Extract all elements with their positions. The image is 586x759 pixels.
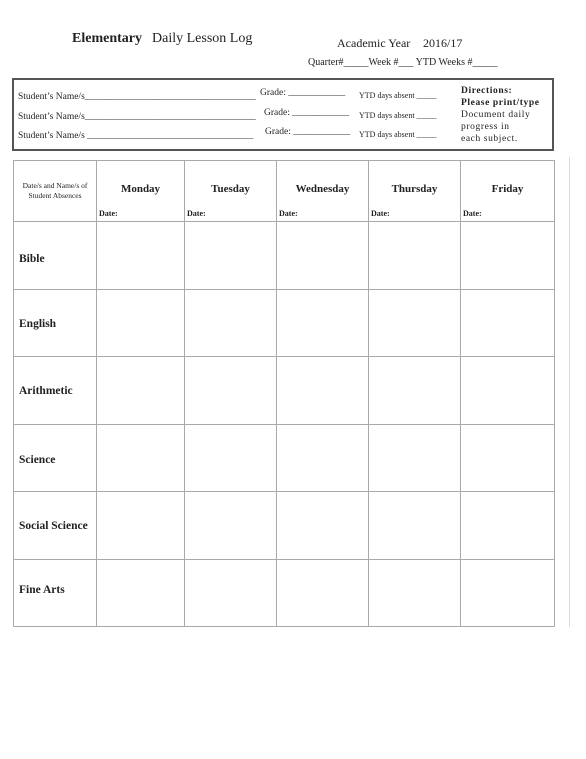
day-header-monday — [97, 161, 185, 222]
entry-cell[interactable] — [277, 357, 369, 425]
corner-cell — [14, 161, 97, 222]
table-row — [14, 290, 555, 357]
entry-cell[interactable] — [461, 222, 555, 290]
subject-cell — [14, 222, 97, 290]
date-label: Date: — [279, 209, 298, 218]
corner-label-line-1: Date/s and Name/s of — [22, 181, 88, 190]
entry-cell[interactable] — [97, 290, 185, 357]
entry-cell[interactable] — [461, 357, 555, 425]
lesson-log-table — [13, 160, 555, 627]
entry-cell[interactable] — [277, 560, 369, 627]
academic-year-value: 2016/17 — [423, 36, 463, 50]
subject-cell — [14, 290, 97, 357]
entry-cell[interactable] — [369, 425, 461, 492]
entry-cell[interactable] — [369, 222, 461, 290]
directions-line-5: each subject. — [461, 134, 518, 144]
header-row — [14, 161, 555, 222]
entry-cell[interactable] — [185, 425, 277, 492]
entry-cell[interactable] — [461, 425, 555, 492]
title-text: Daily Lesson Log — [152, 31, 253, 46]
entry-cell[interactable] — [97, 357, 185, 425]
ytd-absent-line-2: YTD days absent _____ — [359, 111, 437, 120]
subject-label: Science — [19, 454, 56, 466]
entry-cell[interactable] — [461, 492, 555, 560]
date-label: Date: — [99, 209, 118, 218]
directions-block — [461, 85, 540, 145]
entry-cell[interactable] — [369, 492, 461, 560]
entry-cell[interactable] — [369, 357, 461, 425]
day-header-thursday — [369, 161, 461, 222]
entry-cell[interactable] — [185, 357, 277, 425]
table-row — [14, 357, 555, 425]
entry-cell[interactable] — [97, 425, 185, 492]
date-label: Date: — [187, 209, 206, 218]
directions-line-3: Document daily — [461, 110, 531, 120]
grade-line-1: Grade: ____________ — [260, 88, 346, 98]
entry-cell[interactable] — [461, 290, 555, 357]
entry-cell[interactable] — [461, 560, 555, 627]
entry-cell[interactable] — [277, 425, 369, 492]
date-label: Date: — [371, 209, 390, 218]
day-label: Wednesday — [295, 183, 350, 195]
ytd-absent-line-3: YTD days absent _____ — [359, 130, 437, 139]
entry-cell[interactable] — [277, 222, 369, 290]
entry-cell[interactable] — [277, 492, 369, 560]
grade-line-3: Grade: ____________ — [265, 127, 351, 137]
subject-label: English — [19, 318, 57, 330]
table-row — [14, 492, 555, 560]
entry-cell[interactable] — [185, 222, 277, 290]
student-name-line-1: Student’s Name/s____________________________________ — [18, 92, 256, 102]
entry-cell[interactable] — [277, 290, 369, 357]
day-header-tuesday — [185, 161, 277, 222]
ytd-absent-line-1: YTD days absent _____ — [359, 91, 437, 100]
entry-cell[interactable] — [185, 492, 277, 560]
academic-year-label: Academic Year — [337, 36, 411, 50]
student-name-line-2: Student’s Name/s____________________________________ — [18, 112, 256, 122]
corner-label-line-2: Student Absences — [28, 191, 82, 200]
directions-heading: Directions: — [461, 86, 513, 96]
date-label: Date: — [463, 209, 482, 218]
subject-cell — [14, 492, 97, 560]
grade-line-2: Grade: ____________ — [264, 108, 350, 118]
subject-cell — [14, 357, 97, 425]
subject-label: Arithmetic — [19, 385, 73, 397]
entry-cell[interactable] — [97, 560, 185, 627]
subject-cell — [14, 560, 97, 627]
page-edge-line — [569, 157, 570, 627]
directions-line-2: Please print/type — [461, 98, 540, 108]
entry-cell[interactable] — [369, 560, 461, 627]
table-row — [14, 560, 555, 627]
day-label: Friday — [491, 183, 524, 195]
table-row — [14, 222, 555, 290]
student-info-box — [12, 78, 554, 151]
day-header-friday — [461, 161, 555, 222]
title-bold: Elementary — [72, 31, 142, 46]
subject-label: Social Science — [19, 520, 88, 532]
table-row — [14, 425, 555, 492]
subject-label: Fine Arts — [19, 584, 65, 596]
day-label: Monday — [120, 183, 161, 195]
subject-label: Bible — [19, 253, 45, 265]
entry-cell[interactable] — [97, 222, 185, 290]
entry-cell[interactable] — [97, 492, 185, 560]
day-label: Thursday — [391, 183, 438, 195]
entry-cell[interactable] — [185, 290, 277, 357]
entry-cell[interactable] — [185, 560, 277, 627]
student-name-line-3: Student’s Name/s ___________________________________ — [18, 131, 254, 141]
directions-line-4: progress in — [461, 122, 510, 132]
quarter-week-line: Quarter#_____Week #___ YTD Weeks #_____ — [308, 57, 498, 68]
day-header-wednesday — [277, 161, 369, 222]
day-label: Tuesday — [211, 183, 250, 195]
subject-cell — [14, 425, 97, 492]
entry-cell[interactable] — [369, 290, 461, 357]
